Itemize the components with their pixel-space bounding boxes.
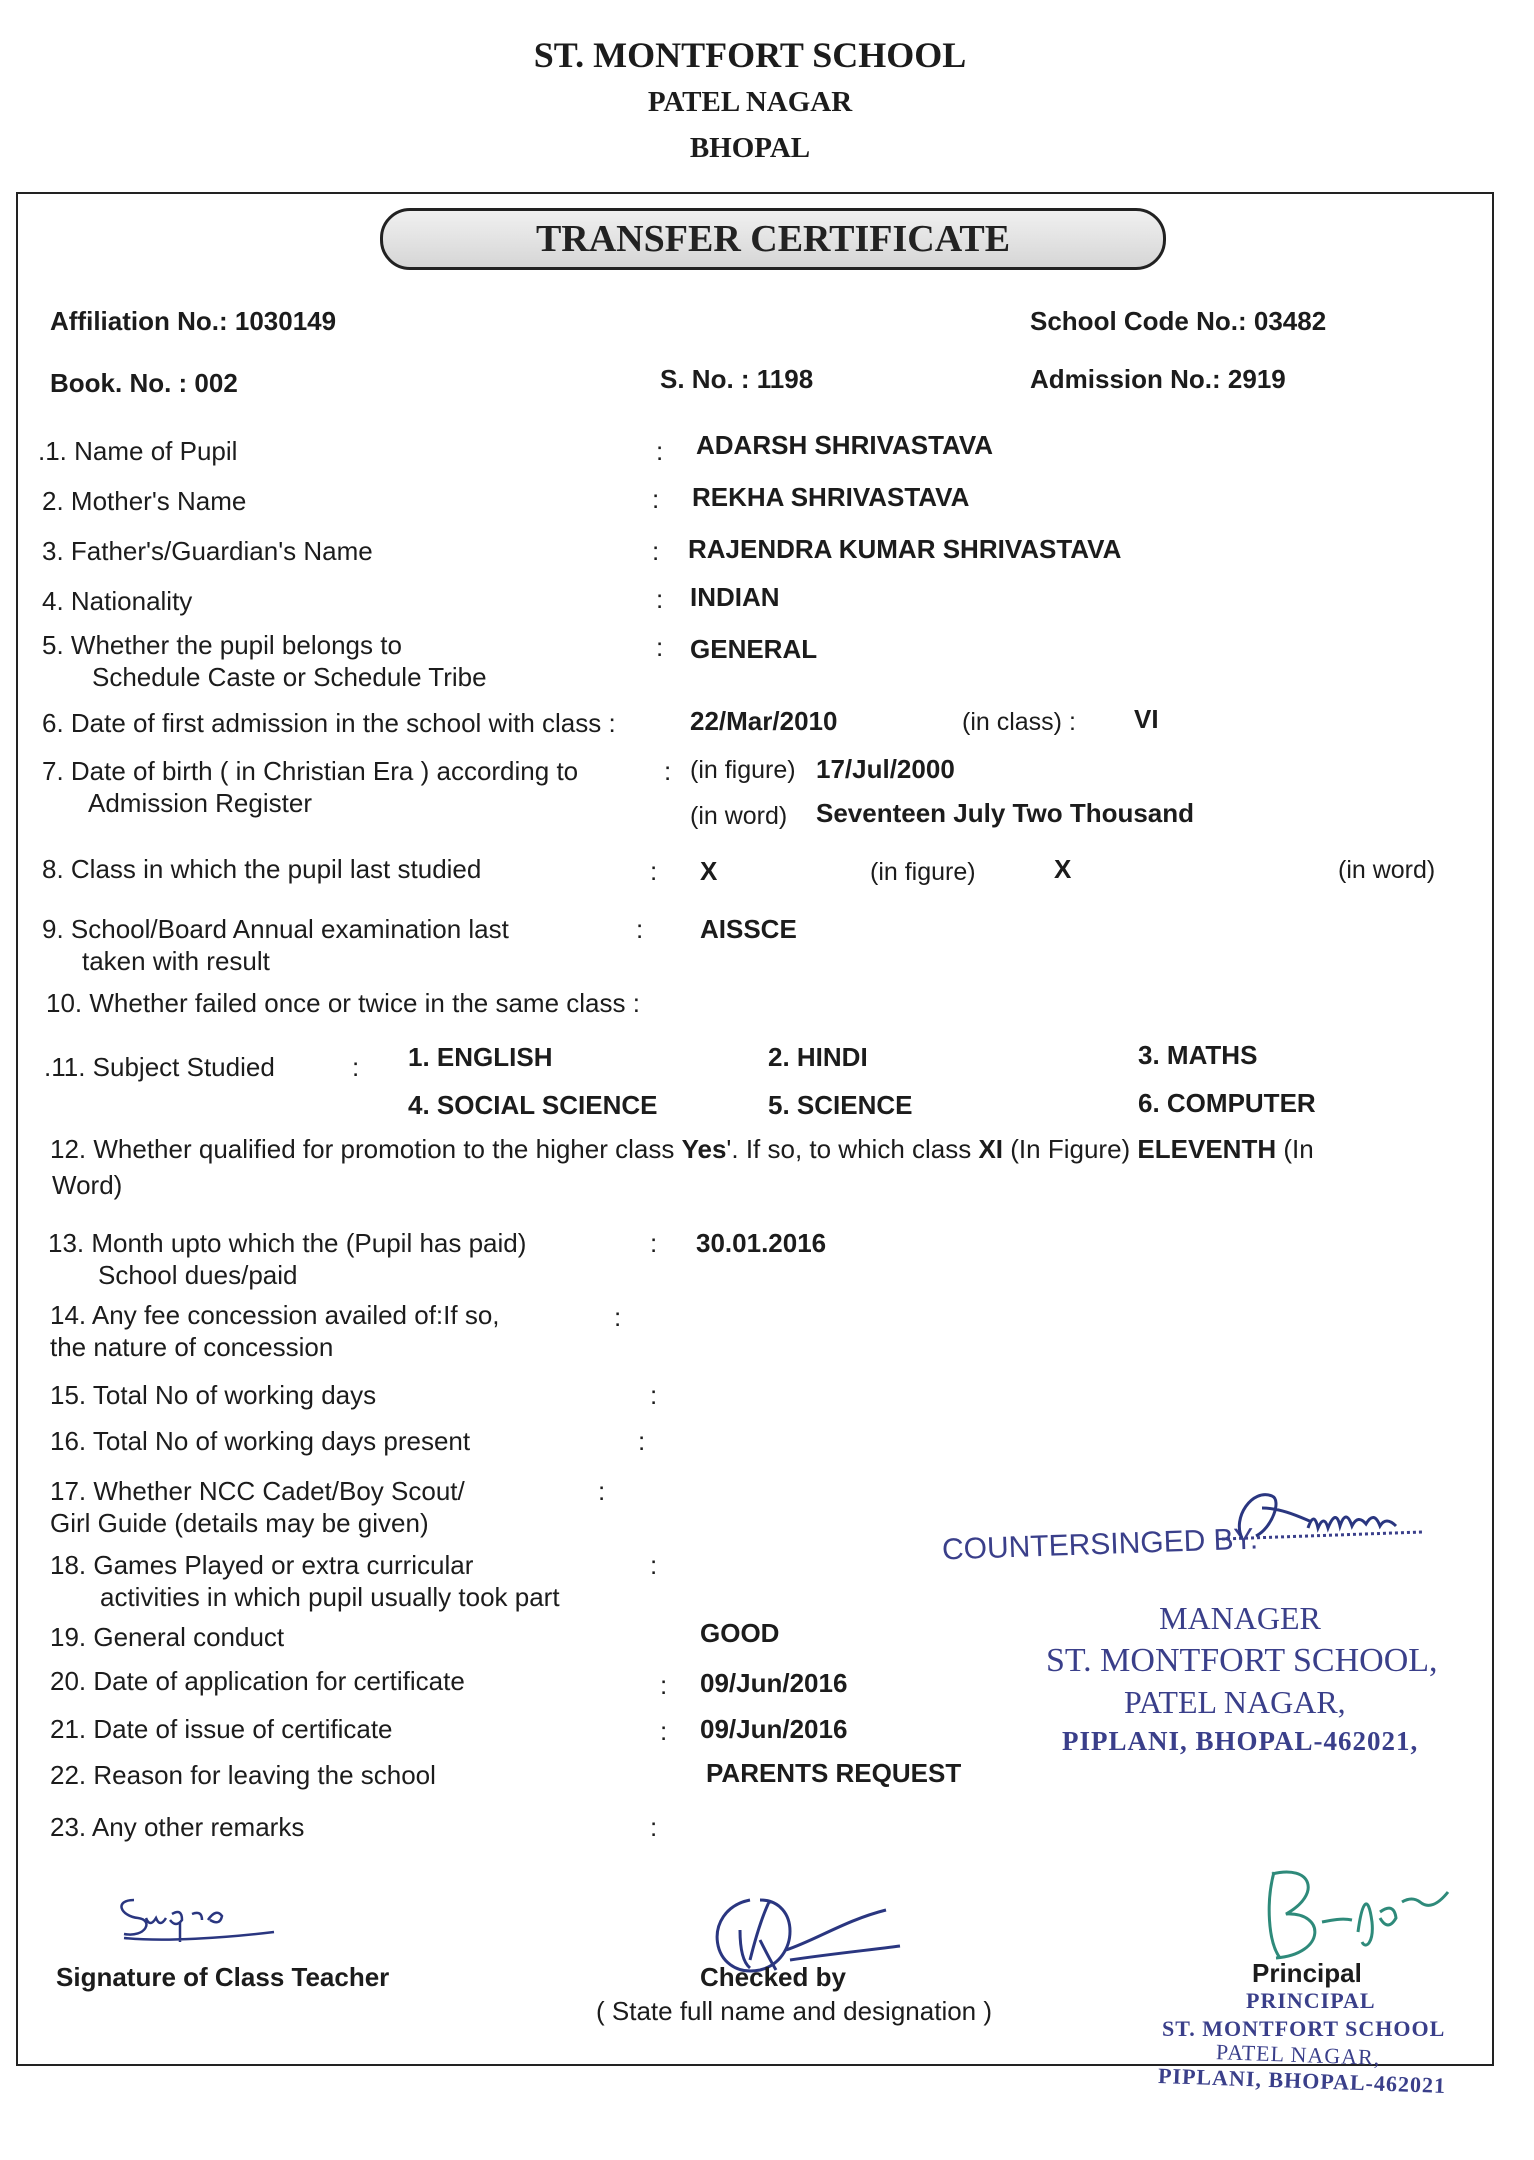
item-12-text-c: (In Figure) <box>1003 1134 1138 1164</box>
item-1-value: ADARSH SHRIVASTAVA <box>696 430 994 460</box>
item-19-value: GOOD <box>700 1618 780 1648</box>
subject-2: 2. HINDI <box>768 1042 868 1072</box>
school-city: BHOPAL <box>689 132 811 164</box>
item-9-value: AISSCE <box>700 914 797 944</box>
item-17-label: 17. Whether NCC Cadet/Boy Scout/ <box>50 1476 465 1506</box>
item-6-class-value: VI <box>1134 704 1159 734</box>
item-18-label: 18. Games Played or extra curricular <box>50 1550 474 1580</box>
item-21-label: 21. Date of issue of certificate <box>50 1714 393 1744</box>
item-8-word-label: (in word) <box>1338 856 1436 884</box>
school-location: PATEL NAGAR <box>647 86 853 118</box>
principal-stamp-line2: ST. MONTFORT SCHOOL <box>1162 2016 1446 2041</box>
item-7-colon: : <box>664 756 672 786</box>
item-12-text-d: (In <box>1276 1134 1314 1164</box>
subject-1: 1. ENGLISH <box>408 1042 553 1072</box>
item-20-colon: : <box>660 1670 668 1700</box>
item-21-value: 09/Jun/2016 <box>700 1714 848 1744</box>
checked-by-note: ( State full name and designation ) <box>596 1996 993 2026</box>
principal-stamp-line4: PIPLANI, BHOPAL-462021 <box>1157 2062 1447 2099</box>
item-9-colon: : <box>636 914 644 944</box>
item-12-label-line2: Word) <box>52 1170 123 1200</box>
book-no: Book. No. : 002 <box>50 368 238 398</box>
item-22-value: PARENTS REQUEST <box>706 1758 962 1788</box>
item-1-colon: : <box>656 436 664 466</box>
item-23-colon: : <box>650 1812 658 1842</box>
manager-stamp-line2: ST. MONTFORT SCHOOL, <box>1046 1642 1438 1679</box>
item-18-label-line2: activities in which pupil usually took part <box>100 1582 560 1612</box>
item-16-colon: : <box>638 1426 646 1456</box>
school-code: School Code No.: 03482 <box>1030 306 1327 336</box>
subject-5: 5. SCIENCE <box>768 1090 913 1120</box>
item-3-value: RAJENDRA KUMAR SHRIVASTAVA <box>688 534 1122 564</box>
principal-stamp-line1: PRINCIPAL <box>1246 1988 1376 2013</box>
item-13-value: 30.01.2016 <box>696 1228 827 1258</box>
item-4-value: INDIAN <box>690 582 780 612</box>
item-2-colon: : <box>652 484 660 514</box>
item-7-word-value: Seventeen July Two Thousand <box>816 798 1195 828</box>
item-10-label: 10. Whether failed once or twice in the same class : <box>46 988 640 1018</box>
school-name: ST. MONTFORT SCHOOL <box>533 35 967 75</box>
item-7-word-label: (in word) <box>690 802 788 830</box>
teacher-signature <box>110 1888 290 1948</box>
subject-3: 3. MATHS <box>1138 1040 1258 1070</box>
item-8-colon: : <box>650 856 658 886</box>
item-9-label: 9. School/Board Annual examination last <box>42 914 509 944</box>
item-15-label: 15. Total No of working days <box>50 1380 377 1410</box>
item-1-label: .1. Name of Pupil <box>38 436 238 466</box>
item-12-label <box>50 1134 1314 1165</box>
certificate-title: TRANSFER CERTIFICATE <box>380 208 1166 270</box>
item-14-label-line2: the nature of concession <box>50 1332 334 1362</box>
manager-stamp-line3: PATEL NAGAR, <box>1124 1684 1346 1720</box>
item-7-figure-label: (in figure) <box>690 756 796 784</box>
item-13-label: 13. Month upto which the (Pupil has paid) <box>48 1228 527 1258</box>
item-6-label: 6. Date of first admission in the school with class : <box>42 708 616 738</box>
item-9-label-line2: taken with result <box>82 946 270 976</box>
manager-stamp-line1: MANAGER <box>1159 1600 1321 1636</box>
item-8-value: X <box>700 856 718 886</box>
item-7-label: 7. Date of birth ( in Christian Era ) according to <box>42 756 579 786</box>
class-teacher-label: Signature of Class Teacher <box>56 1962 390 1992</box>
item-7-figure-value: 17/Jul/2000 <box>816 754 955 784</box>
subject-4: 4. SOCIAL SCIENCE <box>408 1090 658 1120</box>
item-3-colon: : <box>652 536 660 566</box>
item-17-colon: : <box>598 1476 606 1506</box>
item-6-class-label: (in class) : <box>962 708 1076 736</box>
item-6-value: 22/Mar/2010 <box>690 706 838 736</box>
item-4-label: 4. Nationality <box>42 586 193 616</box>
item-2-value: REKHA SHRIVASTAVA <box>692 482 970 512</box>
item-2-label: 2. Mother's Name <box>42 486 247 516</box>
item-18-colon: : <box>650 1550 658 1580</box>
item-20-value: 09/Jun/2016 <box>700 1668 848 1698</box>
item-3-label: 3. Father's/Guardian's Name <box>42 536 373 566</box>
item-11-label: .11. Subject Studied <box>44 1052 275 1082</box>
subject-6: 6. COMPUTER <box>1138 1088 1316 1118</box>
item-4-colon: : <box>656 584 664 614</box>
affiliation-no: Affiliation No.: 1030149 <box>50 306 337 336</box>
item-7-label-line2: Admission Register <box>88 788 312 818</box>
item-12-text-b: '. If so, to which class <box>726 1134 979 1164</box>
serial-no: S. No. : 1198 <box>660 364 814 394</box>
item-12-text-a: 12. Whether qualified for promotion to the higher class <box>50 1134 682 1164</box>
item-8-label: 8. Class in which the pupil last studied <box>42 854 482 884</box>
manager-stamp-line4: PIPLANI, BHOPAL-462021, <box>1062 1726 1419 1756</box>
item-12-class-figure: XI <box>978 1134 1004 1164</box>
checked-by-label: Checked by <box>700 1962 846 1992</box>
item-23-label: 23. Any other remarks <box>50 1812 305 1842</box>
item-5-label-line2: Schedule Caste or Schedule Tribe <box>92 662 487 692</box>
principal-label: Principal <box>1252 1958 1362 1988</box>
principal-stamp-line3: PATEL NAGAR, <box>1215 2039 1381 2070</box>
item-15-colon: : <box>650 1380 658 1410</box>
item-5-value: GENERAL <box>690 634 818 664</box>
item-5-colon: : <box>656 632 664 662</box>
item-8-word-value: X <box>1054 854 1072 884</box>
item-14-label: 14. Any fee concession availed of:If so, <box>50 1300 500 1330</box>
item-12-yes: Yes <box>681 1134 727 1164</box>
countersigned-label: COUNTERSINGED BY. <box>941 1522 1259 1567</box>
item-13-colon: : <box>650 1228 658 1258</box>
item-8-figure-label: (in figure) <box>870 858 976 886</box>
item-5-label: 5. Whether the pupil belongs to <box>42 630 402 660</box>
item-21-colon: : <box>660 1716 668 1746</box>
item-22-label: 22. Reason for leaving the school <box>50 1760 436 1790</box>
item-20-label: 20. Date of application for certificate <box>50 1666 465 1696</box>
item-11-colon: : <box>352 1052 360 1082</box>
item-19-label: 19. General conduct <box>50 1622 285 1652</box>
item-13-label-line2: School dues/paid <box>98 1260 298 1290</box>
countersign-signature <box>1212 1478 1432 1558</box>
item-14-colon: : <box>614 1302 622 1332</box>
item-16-label: 16. Total No of working days present <box>50 1426 471 1456</box>
item-17-label-line2: Girl Guide (details may be given) <box>50 1508 429 1538</box>
admission-no: Admission No.: 2919 <box>1030 364 1286 394</box>
item-12-class-word: ELEVENTH <box>1137 1134 1277 1164</box>
